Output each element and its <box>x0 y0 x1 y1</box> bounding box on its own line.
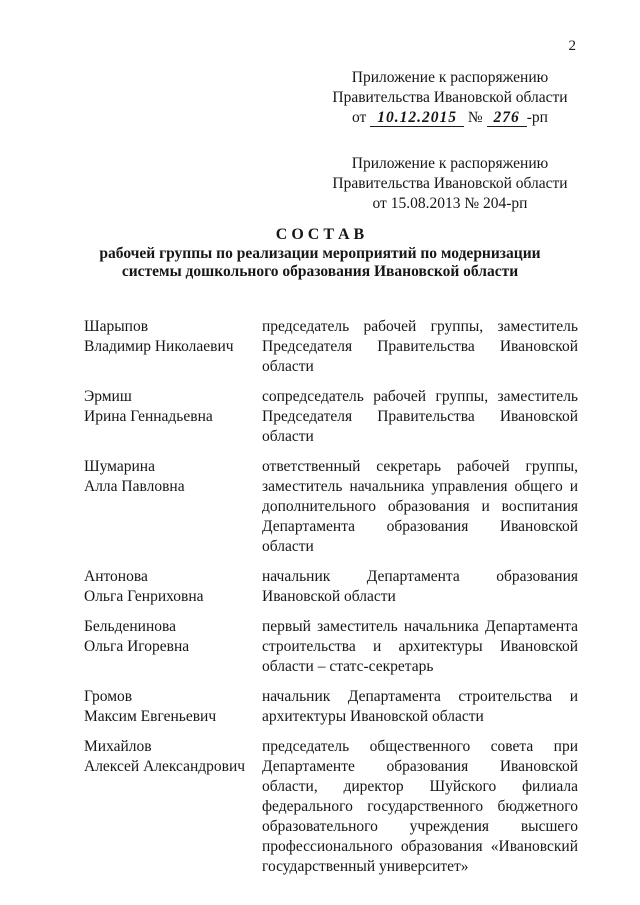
handwritten-date: 10.12.2015 <box>370 109 464 127</box>
member-row <box>84 617 578 677</box>
member-firstname: Алла Павловна <box>84 478 185 495</box>
appendix-reference-top <box>316 68 584 128</box>
member-row <box>84 387 578 447</box>
appendix-top-line1: Приложение к распоряжению <box>351 69 549 86</box>
member-role: первый заместитель начальника Департамента строительства и архитектуры Ивановской области – статс-секретарь <box>262 618 578 675</box>
member-row <box>84 687 578 727</box>
date-prefix: от <box>352 109 367 126</box>
member-surname: Бельденинова <box>84 618 176 635</box>
member-surname: Эрмиш <box>84 388 132 405</box>
numero-sign: № <box>467 109 483 126</box>
member-row <box>84 457 578 557</box>
number-suffix: -рп <box>526 109 548 126</box>
handwritten-number: 276 <box>487 109 527 127</box>
appendix-main-line3: от 15.08.2013 № 204-рп <box>372 195 528 212</box>
member-name <box>84 567 262 607</box>
member-row <box>84 567 578 607</box>
member-role: ответственный секретарь рабочей группы, заместитель начальника управления общего и дополнительного образования и воспитания Департамента образования Ивановской области <box>262 458 578 555</box>
member-role: сопредседатель рабочей группы, заместитель Председателя Правительства Ивановской области <box>262 388 578 445</box>
document-subtitle-line1: рабочей группы по реализации мероприятий по модернизации <box>99 245 541 262</box>
document-subtitle-line2: системы дошкольного образования Ивановской области <box>121 263 519 280</box>
member-name <box>84 687 262 727</box>
member-name <box>84 737 262 877</box>
document-heading <box>0 226 640 281</box>
appendix-main-line1: Приложение к распоряжению <box>351 155 549 172</box>
member-role: председатель рабочей группы, заместитель Председателя Правительства Ивановской области <box>262 318 578 375</box>
member-role: председатель общественного совета при Департаменте образования Ивановской области, директор Шуйского филиала федерального государственного бюджетного образовательного учреждения высшего профессионального образования «Ивановский государственный университет» <box>262 738 578 875</box>
member-surname: Антонова <box>84 568 148 585</box>
member-name <box>84 317 262 377</box>
member-firstname: Ольга Игоревна <box>84 638 190 655</box>
member-surname: Шумарина <box>84 458 155 475</box>
member-firstname: Ирина Геннадьевна <box>84 408 213 425</box>
appendix-main-line2: Правительства Ивановской области <box>332 175 568 192</box>
member-row <box>84 317 578 377</box>
member-firstname: Владимир Николаевич <box>84 338 234 355</box>
member-name <box>84 617 262 677</box>
member-role: начальник Департамента образования Ивановской области <box>262 568 578 605</box>
member-name <box>84 457 262 557</box>
member-firstname: Максим Евгеньевич <box>84 708 217 725</box>
appendix-reference-main <box>316 154 584 214</box>
page-number: 2 <box>568 38 576 54</box>
member-role: начальник Департамента строительства и архитектуры Ивановской области <box>262 688 578 725</box>
appendix-top-line2: Правительства Ивановской области <box>332 89 568 106</box>
member-firstname: Ольга Генриховна <box>84 588 204 605</box>
member-surname: Шарыпов <box>84 318 149 335</box>
document-title: С О С Т А В <box>275 226 365 243</box>
member-row <box>84 737 578 877</box>
member-firstname: Алексей Александрович <box>84 758 246 775</box>
members-list <box>0 317 640 877</box>
appendix-top-line3 <box>316 108 584 128</box>
member-name <box>84 387 262 447</box>
member-surname: Михайлов <box>84 738 152 755</box>
member-surname: Громов <box>84 688 133 705</box>
